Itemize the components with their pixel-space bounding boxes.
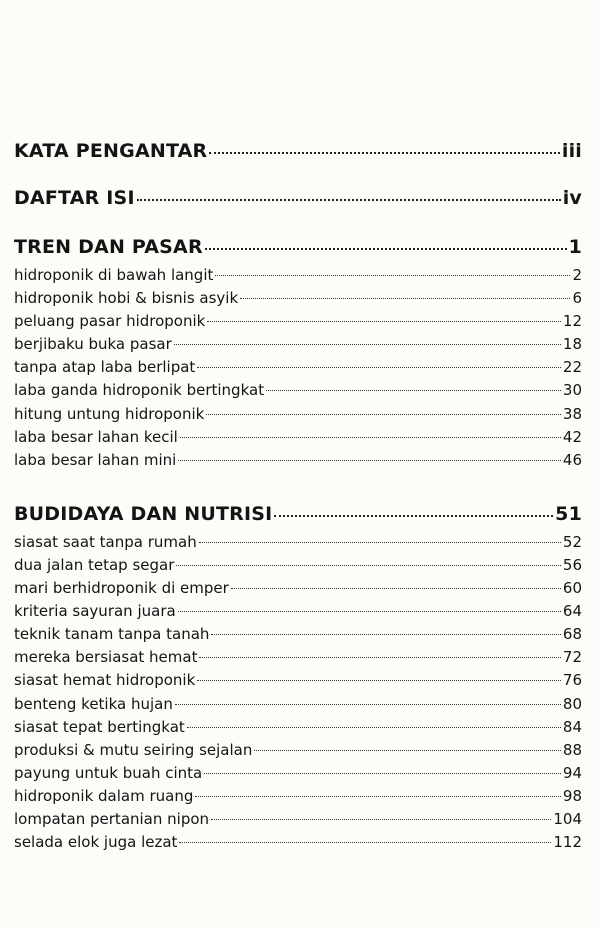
toc-item [14, 716, 582, 739]
toc-item-page: 104 [553, 809, 582, 828]
toc-item-page: 98 [562, 786, 582, 805]
toc-item [14, 333, 582, 356]
dot-leader [178, 611, 561, 612]
dot-leader [187, 727, 561, 728]
toc-item-title: mereka bersiasat hemat [14, 648, 198, 667]
toc-item-page: 64 [562, 602, 582, 621]
dot-leader [209, 152, 559, 154]
toc-item-title: laba ganda hidroponik bertingkat [14, 381, 265, 400]
toc-item [14, 785, 582, 808]
toc-item-page: 38 [562, 404, 582, 423]
toc-item [14, 600, 582, 623]
toc-entry-title: DAFTAR ISI [14, 187, 135, 209]
dot-leader [199, 657, 560, 658]
dot-leader [178, 460, 561, 461]
toc-item [14, 449, 582, 472]
toc-item-page: 22 [562, 358, 582, 377]
toc-item-page: 112 [553, 833, 582, 852]
dot-leader [199, 542, 561, 543]
dot-leader [254, 750, 561, 751]
toc-item [14, 693, 582, 716]
toc-entry-page: iii [561, 140, 582, 162]
toc-item-page: 72 [562, 648, 582, 667]
toc-item-title: tanpa atap laba berlipat [14, 358, 196, 377]
toc-item-title: mari berhidroponik di emper [14, 579, 229, 598]
toc-item-title: produksi & mutu seiring sejalan [14, 740, 253, 759]
toc-item-title: hidroponik di bawah langit [14, 266, 214, 284]
toc-item-title: siasat hemat hidroponik [14, 671, 196, 690]
toc-item-title: kriteria sayuran juara [14, 602, 176, 621]
chapter-page: 1 [568, 236, 582, 258]
toc-item-page: 94 [562, 763, 582, 782]
toc-item [14, 646, 582, 669]
dot-leader [206, 414, 561, 415]
toc-item [14, 808, 582, 831]
toc-item-page: 30 [562, 381, 582, 400]
dot-leader [204, 773, 561, 774]
dot-leader [231, 588, 561, 589]
dot-leader [195, 796, 561, 797]
dot-leader [205, 248, 567, 250]
toc-item-page: 68 [562, 625, 582, 644]
toc-item-page: 18 [562, 335, 582, 354]
dot-leader [274, 515, 553, 517]
dot-leader [180, 437, 561, 438]
toc-item [14, 356, 582, 379]
toc-item-title: selada elok juga lezat [14, 833, 178, 852]
toc-entry-kata-pengantar [14, 140, 582, 166]
chapter-page: 51 [555, 502, 582, 525]
dot-leader [240, 298, 570, 299]
dot-leader [197, 680, 561, 681]
toc-entry-daftar-isi [14, 187, 582, 213]
toc-item [14, 623, 582, 646]
toc-item-page: 46 [562, 450, 582, 469]
toc-item [14, 831, 582, 854]
toc-item-title: peluang pasar hidroponik [14, 312, 206, 331]
dot-leader [211, 634, 560, 635]
toc-item [14, 287, 582, 310]
toc-item-page: 2 [572, 266, 582, 284]
toc-item-title: siasat saat tanpa rumah [14, 532, 197, 551]
dot-leader [207, 321, 561, 322]
toc-item-page: 84 [562, 717, 582, 736]
toc-item-page: 52 [562, 532, 582, 551]
dot-leader [175, 704, 561, 705]
toc-item [14, 554, 582, 577]
toc-item-title: payung untuk buah cinta [14, 763, 203, 782]
chapter-title: BUDIDAYA DAN NUTRISI [14, 502, 273, 525]
toc-item-title: dua jalan tetap segar [14, 555, 175, 574]
table-of-contents [14, 140, 582, 854]
dot-leader [211, 819, 551, 820]
toc-item [14, 669, 582, 692]
toc-item-page: 60 [562, 579, 582, 598]
toc-chapter-tren-dan-pasar [14, 236, 582, 262]
dot-leader [215, 275, 570, 276]
toc-item-page: 56 [562, 555, 582, 574]
toc-entry-title: KATA PENGANTAR [14, 140, 208, 162]
toc-item-page: 6 [572, 289, 582, 308]
toc-item-page: 80 [562, 694, 582, 713]
toc-item-page: 88 [562, 740, 582, 759]
toc-item [14, 403, 582, 426]
toc-item [14, 426, 582, 449]
toc-item [14, 762, 582, 785]
dot-leader [137, 199, 561, 201]
toc-item-title: laba besar lahan kecil [14, 427, 178, 446]
dot-leader [197, 367, 561, 368]
toc-item-title: teknik tanam tanpa tanah [14, 625, 210, 644]
toc-item-title: siasat tepat bertingkat [14, 717, 185, 736]
toc-item [14, 310, 582, 333]
toc-item-title: benteng ketika hujan [14, 694, 173, 713]
dot-leader [266, 390, 561, 391]
toc-entry-page: iv [562, 187, 582, 209]
dot-leader [179, 842, 551, 843]
toc-item [14, 531, 582, 554]
toc-item [14, 379, 582, 402]
toc-item-title: berjibaku buka pasar [14, 335, 172, 354]
toc-item-page: 76 [562, 671, 582, 690]
chapter-title: TREN DAN PASAR [14, 236, 203, 258]
toc-item-title: hidroponik hobi & bisnis asyik [14, 289, 239, 308]
toc-chapter-budidaya-dan-nutrisi [14, 503, 582, 529]
toc-item-title: laba besar lahan mini [14, 450, 177, 469]
toc-item [14, 264, 582, 287]
dot-leader [174, 344, 561, 345]
dot-leader [176, 565, 561, 566]
toc-item [14, 739, 582, 762]
toc-item [14, 577, 582, 600]
toc-item-page: 42 [562, 427, 582, 446]
toc-item-title: hidroponik dalam ruang [14, 786, 194, 805]
toc-item-page: 12 [562, 312, 582, 331]
toc-item-title: hitung untung hidroponik [14, 404, 205, 423]
toc-item-title: lompatan pertanian nipon [14, 809, 210, 828]
